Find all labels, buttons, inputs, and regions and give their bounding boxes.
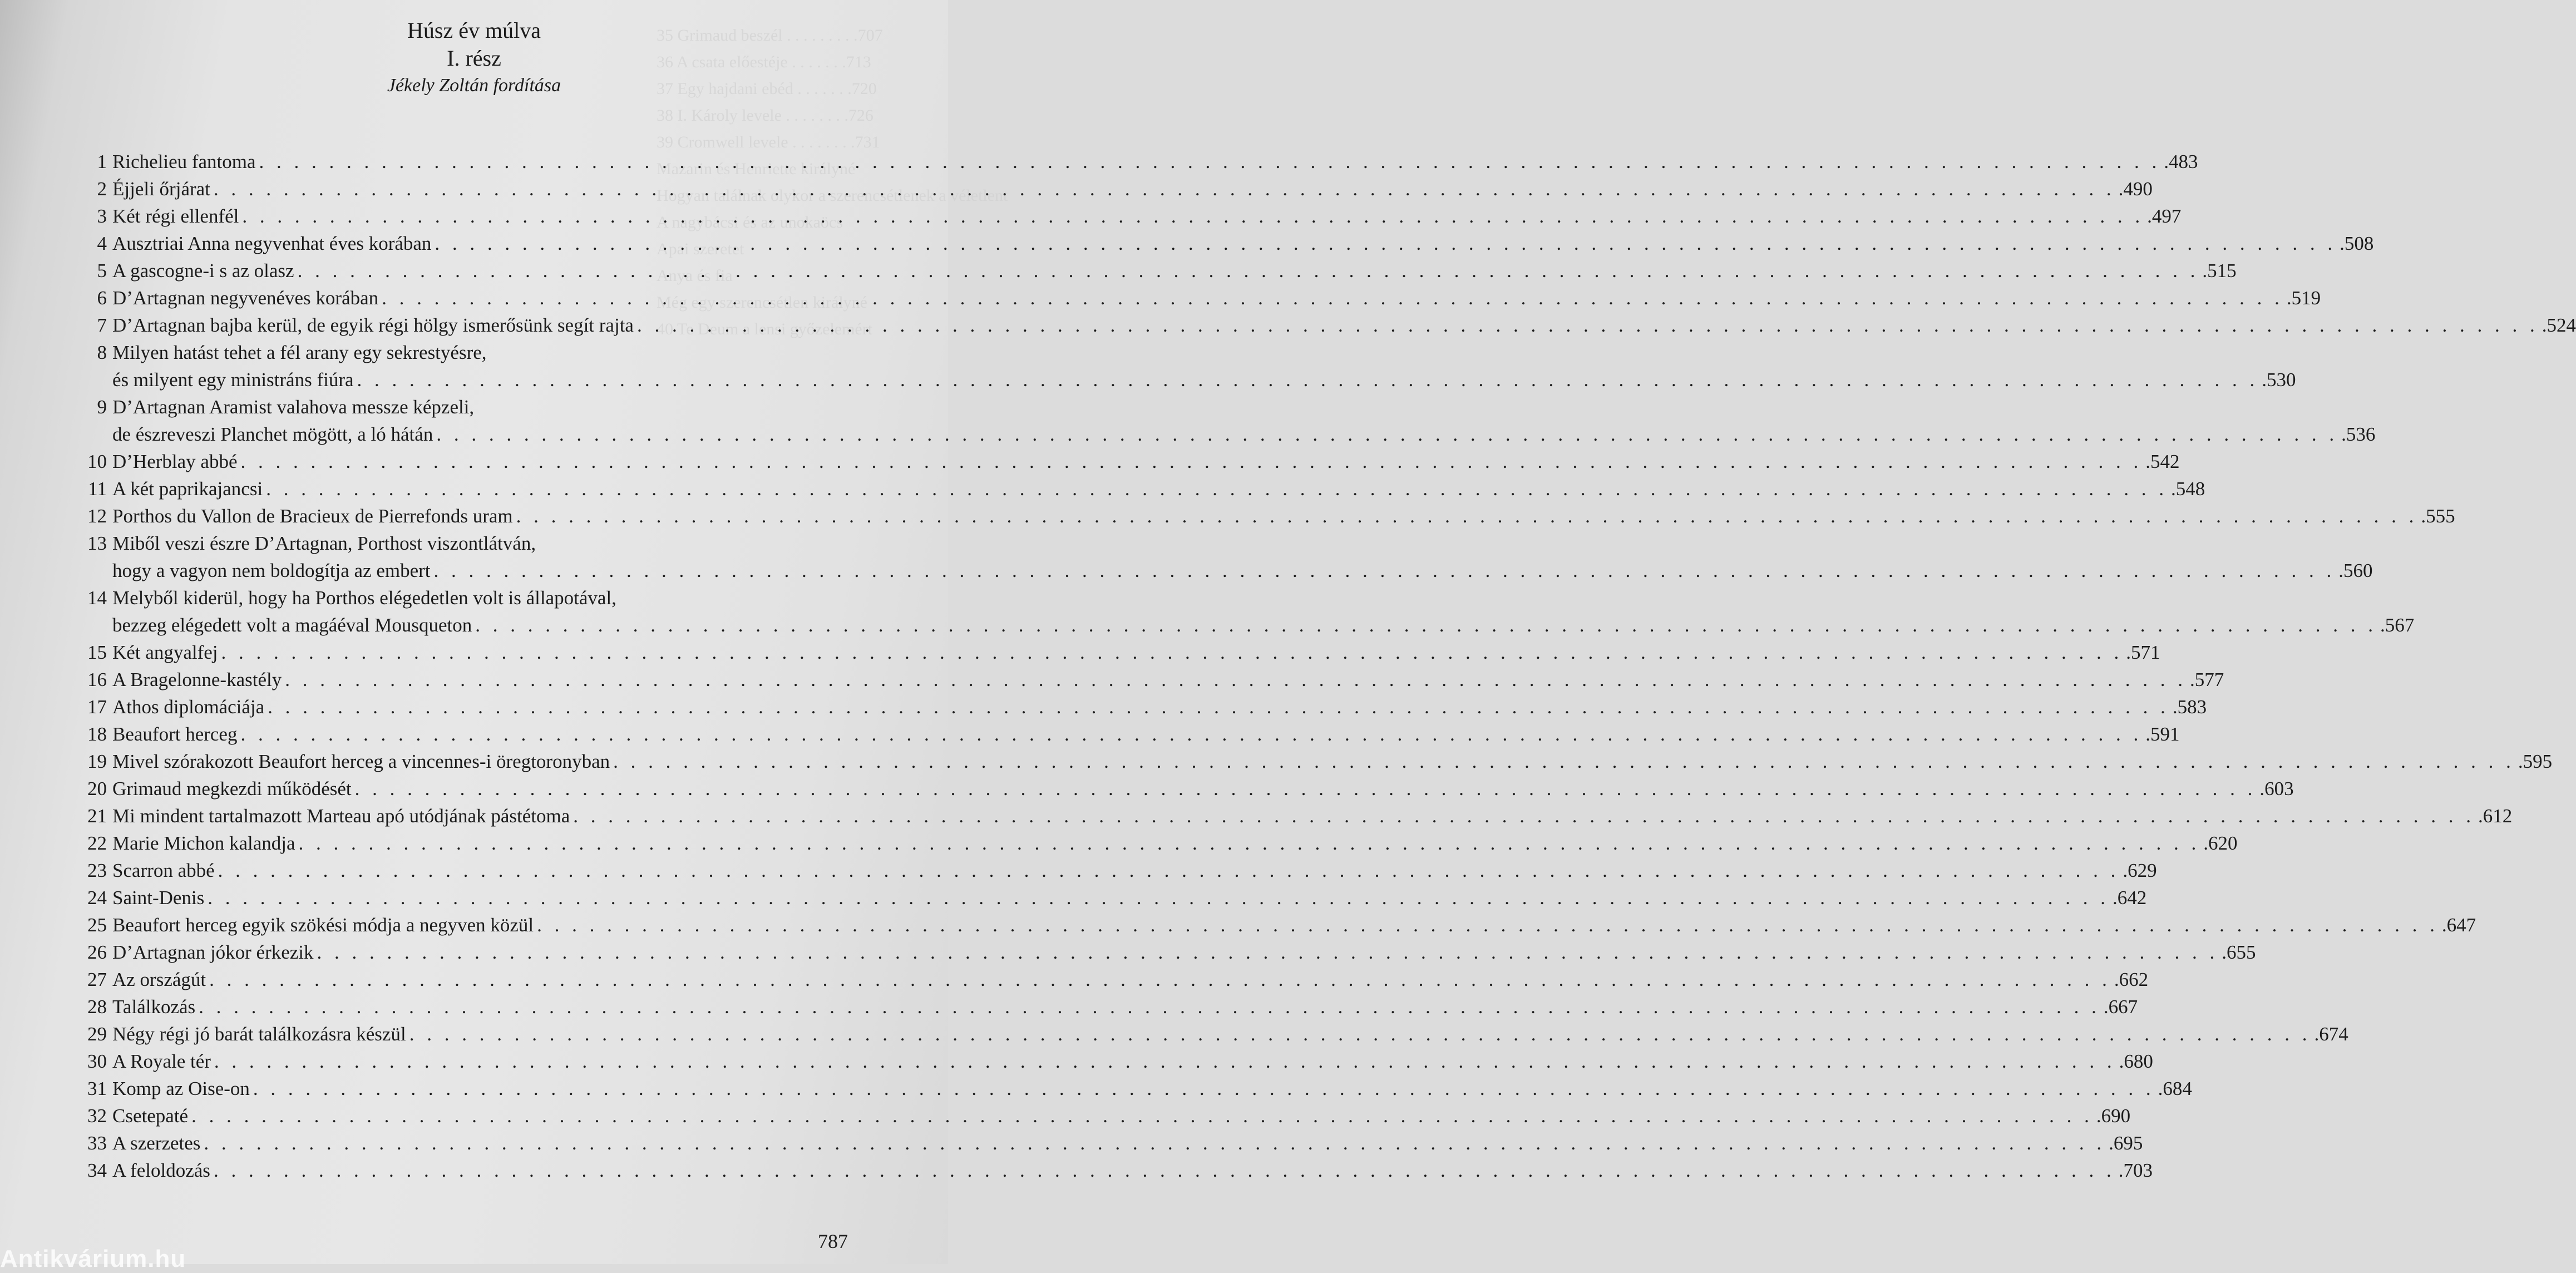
chapter-title-last-line (112, 448, 2179, 475)
bleed-through-line: 39 Cromwell levele . . . . . . . .731 (657, 133, 880, 151)
chapter-page-number: .695 (2109, 1132, 2143, 1154)
toc-entry (61, 693, 2207, 721)
chapter-page-number: .530 (2262, 369, 2296, 391)
chapter-page-number: .655 (2222, 941, 2256, 963)
chapter-title-text: D’Artagnan negyvenéves korában (112, 287, 379, 309)
dot-leader (298, 257, 2199, 284)
chapter-entry-body (112, 666, 2224, 693)
dot-leader (253, 1075, 2155, 1102)
chapter-number: 18 (87, 723, 107, 745)
chapter-entry-body (112, 530, 2373, 584)
chapter-number: 21 (87, 805, 107, 827)
book-title: Húsz év múlva (407, 18, 541, 43)
chapter-number: 13 (87, 532, 107, 554)
chapter-entry-body (112, 1129, 2143, 1157)
chapter-title-text: A Royale tér (112, 1050, 211, 1072)
chapter-title-text: Csetepaté (112, 1105, 189, 1127)
chapter-number: 30 (87, 1050, 107, 1072)
chapter-entry-body (112, 1102, 2130, 1129)
bleed-through-line: Hogyan találnak olykor a szerencsétlenek a véletlent (657, 186, 1008, 205)
dot-leader (242, 203, 2144, 230)
bleed-through-line: Anya és fia (657, 267, 733, 285)
toc-entry (61, 1129, 2143, 1157)
chapter-title-last-line (112, 312, 2576, 339)
bleed-through-line: 40 Te Deum a lensi győzelemért (657, 320, 873, 338)
toc-entry (61, 257, 2237, 284)
chapter-title-text: D’Artagnan bajba kerül, de egyik régi hölgy ismerősünk segít rajta (112, 314, 634, 336)
chapter-number: 25 (87, 914, 107, 936)
toc-entry (61, 203, 2182, 230)
chapter-number: 32 (87, 1105, 107, 1127)
chapter-title-line: D’Artagnan Aramist valahova messze képzeli, (112, 396, 475, 418)
toc-entry (61, 448, 2180, 475)
chapter-title-line: Miből veszi észre D’Artagnan, Porthost viszontlátván, (112, 532, 536, 554)
chapter-title-last-line (112, 1075, 2192, 1102)
chapter-page-number: .612 (2478, 805, 2513, 827)
chapter-page-number: .629 (2123, 860, 2157, 881)
chapter-title-text: A Bragelonne-kastély (112, 669, 282, 690)
chapter-title-text: Komp az Oise-on (112, 1078, 250, 1099)
dot-leader (204, 1129, 2105, 1157)
toc-entry (61, 230, 2374, 257)
toc-entry (61, 1102, 2131, 1129)
chapter-number: 9 (97, 396, 107, 418)
chapter-entry-body (112, 203, 2181, 230)
chapter-page-number: .583 (2172, 696, 2207, 718)
chapter-entry-body (112, 1075, 2192, 1102)
chapter-page-number: .620 (2203, 832, 2238, 854)
bleed-through-line: A nagybácsi és az unokaöcs (657, 213, 843, 231)
chapter-entry-body (112, 966, 2148, 993)
chapter-entry-body (112, 1020, 2348, 1048)
chapter-title-text: Éjjeli őrjárat (112, 178, 210, 200)
chapter-number: 8 (97, 342, 107, 363)
chapter-entry-body (112, 775, 2294, 802)
chapter-entry-body (112, 693, 2207, 721)
chapter-title-text: Richelieu fantoma (112, 151, 256, 172)
toc-entry (61, 148, 2198, 175)
chapter-entry-body (112, 639, 2160, 666)
chapter-title-text: A feloldozás (112, 1159, 210, 1181)
chapter-number: 10 (87, 451, 107, 472)
chapter-page-number: .524 (2542, 314, 2576, 336)
toc-entry (61, 857, 2157, 884)
chapter-title-text: D’Herblay abbé (112, 451, 238, 472)
chapter-title-text: de észreveszi Planchet mögött, a ló hátán (112, 423, 433, 445)
chapter-page-number: .674 (2314, 1023, 2348, 1045)
bleed-through-line: Apai szeretet (657, 240, 744, 258)
watermark-logo: Antikvárium.hu (0, 1245, 186, 1272)
chapter-entry-body (112, 448, 2179, 475)
dot-leader (382, 284, 2283, 312)
chapter-title-last-line (112, 802, 2512, 830)
chapter-page-number: .560 (2338, 560, 2373, 581)
chapter-number: 29 (87, 1023, 107, 1045)
chapter-entry-body (112, 884, 2146, 911)
dot-leader (214, 1048, 2116, 1075)
chapter-number: 3 (97, 205, 107, 227)
chapter-number: 22 (87, 832, 107, 854)
chapter-number: 11 (88, 478, 107, 500)
toc-entry (61, 666, 2224, 693)
chapter-page-number: .548 (2170, 478, 2205, 500)
toc-entry (61, 993, 2138, 1020)
chapter-title-text: A gascogne-i s az olasz (112, 260, 294, 282)
chapter-title-text: Beaufort herceg (112, 723, 238, 745)
chapter-title-line: Milyen hatást tehet a fél arany egy sekrestyésre, (112, 342, 487, 363)
toc-entry (61, 911, 2476, 939)
dot-leader (214, 1157, 2115, 1184)
chapter-page-number: .515 (2202, 260, 2237, 282)
chapter-entry-body (112, 748, 2552, 775)
chapter-page-number: .519 (2286, 287, 2321, 309)
dot-leader (240, 448, 2142, 475)
bleed-through-line: Mazarin és Henriette királyné (657, 160, 856, 178)
dot-leader (209, 966, 2111, 993)
chapter-number: 15 (87, 642, 107, 663)
toc-entry (61, 393, 2376, 448)
toc-entry (61, 966, 2149, 993)
chapter-number: 26 (87, 941, 107, 963)
chapter-number: 19 (87, 751, 107, 772)
chapter-number: 6 (97, 287, 107, 309)
chapter-entry-body (112, 721, 2179, 748)
chapter-page-number: .680 (2119, 1050, 2153, 1072)
dot-leader (214, 175, 2115, 203)
chapter-page-number: .642 (2113, 887, 2147, 909)
toc-entry (61, 475, 2205, 502)
chapter-entry-body (112, 830, 2238, 857)
chapter-page-number: .483 (2164, 151, 2198, 172)
toc-entry (61, 1075, 2192, 1102)
toc-entry (61, 884, 2147, 911)
chapter-entry-body (112, 857, 2157, 884)
toc-entry (61, 830, 2238, 857)
table-of-contents (61, 148, 2576, 1184)
chapter-number: 27 (87, 969, 107, 990)
chapter-number: 7 (97, 314, 107, 336)
dot-leader (285, 666, 2187, 693)
chapter-title-text: Beaufort herceg egyik szökési módja a negyven közül (112, 914, 534, 936)
chapter-title-text: bezzeg elégedett volt a magáéval Mousqueton (112, 614, 472, 636)
dot-leader (537, 911, 2439, 939)
chapter-entry-body (112, 148, 2198, 175)
chapter-number: 2 (97, 178, 107, 200)
chapter-title-last-line (112, 639, 2160, 666)
toc-entry (61, 775, 2294, 802)
chapter-entry-body (112, 1157, 2153, 1184)
chapter-title-last-line (112, 721, 2179, 748)
chapter-page-number: .542 (2145, 451, 2180, 472)
bleed-through-line: Még egy szerencsétlen királyné (657, 293, 867, 312)
dot-leader (516, 502, 2418, 530)
chapter-title-last-line (112, 884, 2146, 911)
chapter-title-last-line (112, 748, 2552, 775)
dot-leader (436, 421, 2338, 448)
chapter-title-last-line (112, 557, 2373, 584)
dot-leader (637, 312, 2539, 339)
chapter-entry-body (112, 475, 2205, 502)
dot-leader (357, 366, 2259, 393)
chapter-page-number: .647 (2441, 914, 2476, 936)
chapter-title-last-line (112, 284, 2321, 312)
chapter-number: 17 (87, 696, 107, 718)
chapter-title-text: Athos diplomáciája (112, 696, 265, 718)
chapter-title-last-line (112, 939, 2256, 966)
dot-leader (208, 884, 2109, 911)
chapter-title-text: Grimaud megkezdi működését (112, 778, 352, 800)
dot-leader (475, 611, 2377, 639)
chapter-entry-body (112, 993, 2138, 1020)
chapter-entry-body (112, 502, 2455, 530)
chapter-title-line: Melyből kiderül, hogy ha Porthos elégedetlen volt is állapotával, (112, 587, 616, 609)
chapter-title-text: A két paprikajancsi (112, 478, 263, 500)
chapter-page-number: .571 (2126, 642, 2160, 663)
chapter-title-last-line (112, 1157, 2153, 1184)
dot-leader (573, 802, 2475, 830)
translator-credit: Jékely Zoltán fordítása (387, 75, 561, 96)
dot-leader (299, 830, 2200, 857)
chapter-entry-body (112, 175, 2153, 203)
chapter-number: 14 (87, 587, 107, 609)
bleed-through-line: 36 A csata előestéje . . . . . . .713 (657, 53, 871, 71)
chapter-title-last-line (112, 230, 2373, 257)
chapter-page-number: .508 (2340, 233, 2374, 254)
dot-leader (409, 1020, 2311, 1048)
toc-entry (61, 502, 2455, 530)
chapter-entry-body (112, 802, 2512, 830)
chapter-title-last-line (112, 993, 2138, 1020)
chapter-title-text: Két angyalfej (112, 642, 218, 663)
dot-leader (317, 939, 2219, 966)
chapter-title-last-line (112, 1048, 2153, 1075)
chapter-number: 5 (97, 260, 107, 282)
chapter-title-text: hogy a vagyon nem boldogítja az embert (112, 560, 431, 581)
chapter-number: 28 (87, 996, 107, 1018)
toc-entry (61, 748, 2553, 775)
chapter-page-number: .555 (2421, 505, 2455, 527)
chapter-page-number: .690 (2096, 1105, 2131, 1127)
chapter-entry-body (112, 911, 2476, 939)
chapter-title-last-line (112, 1020, 2348, 1048)
page-number: 787 (818, 1230, 848, 1252)
chapter-title-last-line (112, 475, 2205, 502)
chapter-page-number: .490 (2118, 178, 2153, 200)
chapter-title-text: Mivel szórakozott Beaufort herceg a vincennes-i öregtoronyban (112, 751, 610, 772)
chapter-title-last-line (112, 366, 2296, 393)
chapter-title-last-line (112, 257, 2237, 284)
chapter-title-text: és milyent egy ministráns fiúra (112, 369, 354, 391)
chapter-page-number: .595 (2518, 751, 2553, 772)
chapter-title-last-line (112, 1102, 2130, 1129)
chapter-title-text: Két régi ellenfél (112, 205, 239, 227)
chapter-number: 33 (87, 1132, 107, 1154)
bleed-through-line: 37 Egy hajdani ebéd . . . . . . .720 (657, 80, 877, 98)
chapter-title-text: Ausztriai Anna negyvenhat éves korában (112, 233, 432, 254)
chapter-title-last-line (112, 148, 2198, 175)
chapter-number: 20 (87, 778, 107, 800)
chapter-title-text: A szerzetes (112, 1132, 201, 1154)
dot-leader (268, 693, 2169, 721)
chapter-title-last-line (112, 502, 2455, 530)
chapter-page-number: .536 (2341, 423, 2376, 445)
toc-header (0, 17, 948, 99)
chapter-number: 23 (87, 860, 107, 881)
bleed-through-line: 38 I. Károly levele . . . . . . . .726 (657, 106, 874, 125)
toc-entry (61, 1020, 2348, 1048)
chapter-number: 34 (87, 1159, 107, 1181)
chapter-title-last-line (112, 857, 2157, 884)
chapter-title-last-line (112, 666, 2224, 693)
chapter-entry-body (112, 312, 2576, 339)
chapter-title-last-line (112, 966, 2148, 993)
chapter-page-number: .497 (2147, 205, 2182, 227)
chapter-number: 31 (87, 1078, 107, 1099)
chapter-page-number: .703 (2118, 1159, 2153, 1181)
chapter-number: 24 (87, 887, 107, 909)
dot-leader (218, 857, 2120, 884)
toc-entry (61, 721, 2180, 748)
toc-entry (61, 639, 2160, 666)
toc-entry (61, 584, 2415, 639)
chapter-title-last-line (112, 830, 2238, 857)
chapter-title-last-line (112, 175, 2153, 203)
chapter-entry-body (112, 284, 2321, 312)
chapter-number: 12 (87, 505, 107, 527)
chapter-title-text: Scarron abbé (112, 860, 215, 881)
chapter-title-text: Mi mindent tartalmazott Marteau apó utódjának pástétoma (112, 805, 570, 827)
dot-leader (435, 230, 2336, 257)
toc-entry (61, 312, 2576, 339)
toc-entry (61, 530, 2373, 584)
chapter-entry-body (112, 393, 2375, 448)
chapter-title-text: Saint-Denis (112, 887, 205, 909)
chapter-entry-body (112, 230, 2373, 257)
chapter-page-number: .567 (2380, 614, 2415, 636)
chapter-entry-body (112, 584, 2414, 639)
chapter-title-last-line (112, 203, 2181, 230)
part-title: I. rész (447, 46, 501, 71)
chapter-page-number: .684 (2158, 1078, 2192, 1099)
dot-leader (191, 1102, 2093, 1129)
dot-leader (613, 748, 2515, 775)
chapter-title-last-line (112, 693, 2207, 721)
chapter-title-last-line (112, 421, 2375, 448)
toc-entry (61, 802, 2513, 830)
chapter-number: 1 (97, 151, 107, 172)
chapter-page-number: .667 (2103, 996, 2138, 1018)
toc-entry (61, 1157, 2153, 1184)
dot-leader (221, 639, 2123, 666)
chapter-number: 4 (97, 233, 107, 254)
dot-leader (266, 475, 2168, 502)
chapter-page-number: .662 (2114, 969, 2149, 990)
dot-leader (434, 557, 2336, 584)
chapter-title-text: Találkozás (112, 996, 196, 1018)
chapter-entry-body (112, 939, 2256, 966)
chapter-title-text: Négy régi jó barát találkozásra készül (112, 1023, 406, 1045)
chapter-page-number: .603 (2259, 778, 2294, 800)
chapter-title-last-line (112, 775, 2294, 802)
toc-entry (61, 339, 2296, 393)
bleed-through-line: 35 Grimaud beszél . . . . . . . . .707 (657, 26, 883, 45)
chapter-number: 16 (87, 669, 107, 690)
chapter-entry-body (112, 1048, 2153, 1075)
chapter-title-last-line (112, 611, 2414, 639)
dot-leader (259, 148, 2161, 175)
dot-leader (355, 775, 2257, 802)
chapter-title-last-line (112, 1129, 2143, 1157)
chapter-title-text: Porthos du Vallon de Bracieux de Pierrefonds uram (112, 505, 513, 527)
dot-leader (199, 993, 2100, 1020)
chapter-title-text: Marie Michon kalandja (112, 832, 295, 854)
dot-leader (240, 721, 2142, 748)
chapter-title-text: D’Artagnan jókor érkezik (112, 941, 314, 963)
chapter-title-last-line (112, 911, 2476, 939)
chapter-page-number: .591 (2145, 723, 2180, 745)
toc-entry (61, 939, 2256, 966)
chapter-title-text: Az országút (112, 969, 206, 990)
toc-entry (61, 1048, 2153, 1075)
chapter-entry-body (112, 339, 2296, 393)
toc-entry (61, 284, 2321, 312)
chapter-page-number: .577 (2189, 669, 2224, 690)
chapter-entry-body (112, 257, 2237, 284)
